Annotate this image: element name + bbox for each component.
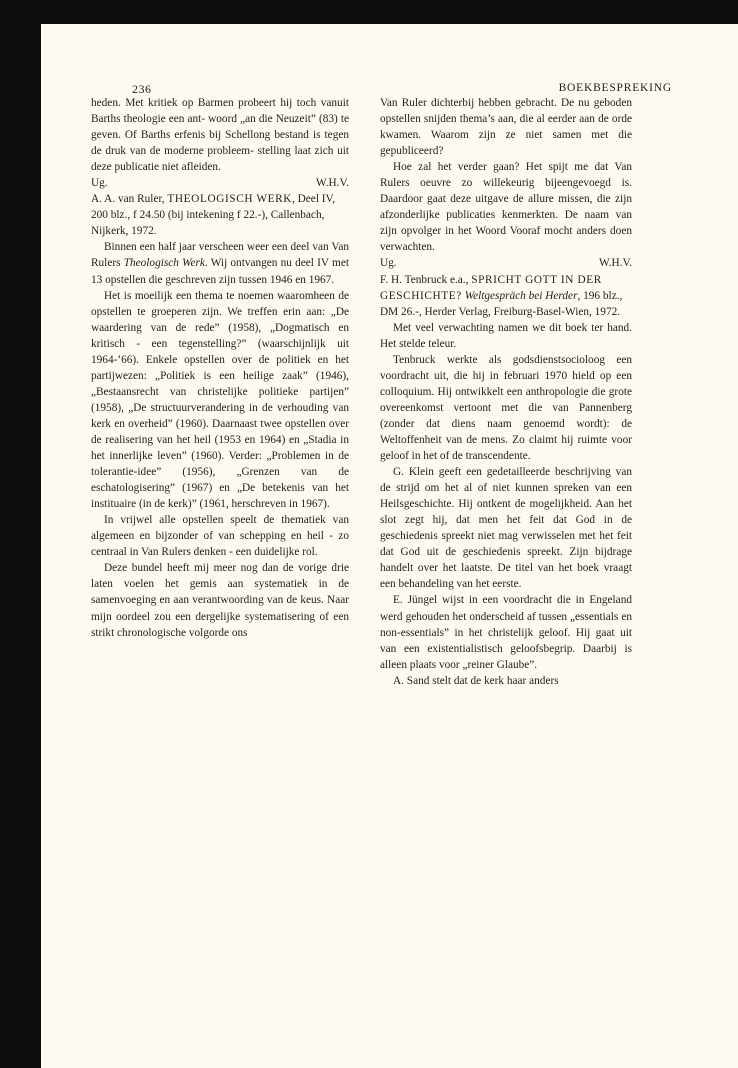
signature-place: Ug. xyxy=(380,257,397,270)
page-number: 236 xyxy=(132,82,152,96)
review-signature xyxy=(91,175,349,191)
paragraph: Het is moeilijk een thema te noemen waaromheen de opstellen te groeperen zijn. We treffen erin aan: „De waardering van de rede” (1958), „Dogmatisch en kritisch - een tegenstelling?” (waarschijnlijk uit 1964-’66). Enkele opstellen over de politiek en het partijwezen: „Politiek is een heilige zaak” (1946), „Bestaansrecht van christelijke politieke partijen” (1958), „De structuurverandering in de verhouding van kerk en overheid” (1960). Daarnaast twee opstellen over de realisering van het heil (1953 en 1964) en „Stadia in het innerlijke leven” (1960). Verder: „Problemen in de tolerantie-idee” (1956), „Grenzen van de eschatologisering” (1967) en „De betekenis van het instituaire (in de kerk)” (1961, herschreven in 1967). xyxy=(91,289,349,511)
paragraph: G. Klein geeft een gedetailleerde beschrijving van de strijd om het al of niet kunnen spreken van een Heilsgeschichte. Hij ontkent de mogelijkheid. Aan het slot zegt hij, dat men het feit dat God in de geschiedenis spreekt niet mag verwisselen met het feit dat God uit de geschiedenis spreekt. Zijn bijdrage handelt over het laatste. De titel van het boek vraagt een behandeling van het eerste. xyxy=(380,466,632,591)
paragraph: Tenbruck werkte als godsdienstsocioloog een voordracht uit, die hij in februari 1970 hield op een colloquium. Hij ontwikkelt een anthropologie die grote overeenkomst vertoont met die van Pannenberg (zonder dat diens naam genoemd wordt): de Weltoffenheit van de mens. Zo claimt hij ruimte voor geloof in het of de transcendente. xyxy=(380,353,632,463)
paragraph: A. Sand stelt dat de kerk haar anders xyxy=(393,674,559,687)
paragraph: In vrijwel alle opstellen speelt de thematiek van algemeen en bijzonder of van schepping en heil - zo centraal in Van Rulers denken - een duidelijke rol. xyxy=(91,514,349,559)
paragraph: Deze bundel heeft mij meer nog dan de vorige drie laten voelen het gemis aan systematiek in de samenvoeging en aan verantwoording van de keus. Naar mijn oordeel zou een dergelijke systematisering of een strikt chronologische volgorde ons xyxy=(91,562,349,639)
running-title: BOEKBESPREKING xyxy=(558,82,672,94)
intro-paragraph: heden. Met kritiek op Barmen probeert hij toch vanuit Barths theologie een ant- woord „an die Neuzeit” (83) te geven. Of Barths erfenis bij Schellong bestand is tegen de druk van de moderne probleem- stelling laat zich uit deze publicatie niet afleiden. xyxy=(91,97,350,174)
paragraph: Binnen een half jaar verscheen weer een deel van Van Rulers Theologisch Werk. Wij ontvangen nu deel IV met 13 opstellen die geschreven zijn tussen 1946 en 1967. xyxy=(91,241,349,286)
book-series: Weltgespräch bei Herder xyxy=(464,289,578,302)
left-column xyxy=(91,95,349,641)
paragraph: E. Jüngel wijst in een voordracht die in Engeland werd gehouden het onderscheid af tussen „essentials en non-essentials” in het christelijk geloof. Hij gaat uit van een existentialistisch geloofsbegrip. Daarbij is alleen plaats voor „reiner Glaube”. xyxy=(380,594,632,671)
book-title: THEOLOGISCH WERK xyxy=(167,193,292,206)
signature-initials: W.H.V. xyxy=(599,257,632,270)
paragraph: Met veel verwachting namen we dit boek ter hand. Het stelde teleur. xyxy=(380,321,632,350)
paragraph: Hoe zal het verder gaan? Het spijt me dat Van Rulers oeuvre zo willekeurig bijeengevoegd is. Daardoor gaat deze uitgave de allure missen, die zijn afzonderlijke publicaties kenmerkten. De naam van zijn opvolger in het Woord Vooraf mocht anders doen verwachten. xyxy=(380,161,632,254)
signature-initials: W.H.V. xyxy=(316,177,349,190)
book-reference: A. A. van Ruler, THEOLOGISCH WERK, Deel IV, 200 blz., f 24.50 (bij intekening f 22.-), Callenbach, Nijkerk, 1972. xyxy=(91,193,336,238)
book-title: SPRICHT GOTT IN DER GESCHICHTE? xyxy=(380,273,602,302)
review-signature xyxy=(380,255,632,271)
paragraph: Van Ruler dichterbij hebben gebracht. De nu geboden opstellen snijden thema’s aan, die al eerder aan de orde kwamen. Waarom zijn ze niet samen met die gepubliceerd? xyxy=(380,97,632,158)
right-column xyxy=(380,95,632,689)
signature-place: Ug. xyxy=(91,177,108,190)
book-reference: F. H. Tenbruck e.a., SPRICHT GOTT IN DER GESCHICHTE? Weltgespräch bei Herder, 196 blz., DM 26.-, Herder Verlag, Freiburg-Basel-Wien, 1972. xyxy=(380,273,623,318)
